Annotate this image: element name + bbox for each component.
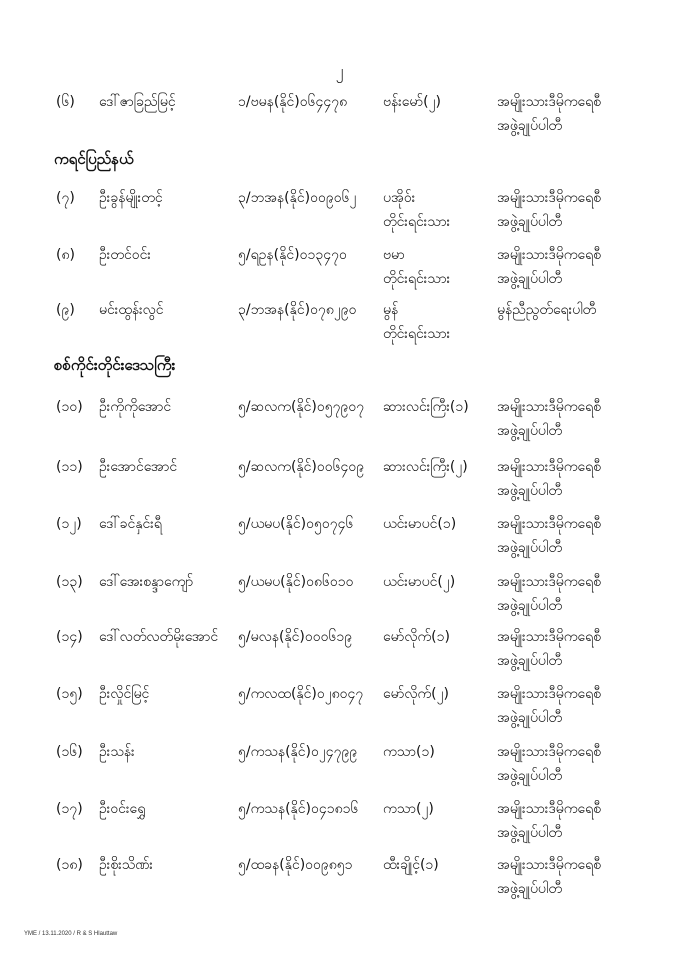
party xyxy=(497,395,601,443)
cell-line: အဖွဲ့ချုပ်ပါတီ xyxy=(497,540,562,556)
page-footer: YME / 13.11.2020 / R & S Hlauttaw xyxy=(24,931,118,937)
candidate-name: ဦးသန်း xyxy=(99,744,135,760)
candidate-id: ၅/ဆလက(နိုင်)၀၅၇၉၀၇ xyxy=(238,399,365,415)
row-number: (၉) xyxy=(56,302,75,318)
table-row xyxy=(0,512,679,556)
row-number: (၁၁) xyxy=(56,459,83,475)
cell-line: အမျိုးသားဒီမိုကရေစီ xyxy=(497,857,601,873)
cell-line: ဗမာ xyxy=(383,247,405,263)
cell-line: အမျိုးသားဒီမိုကရေစီ xyxy=(497,399,601,415)
candidate-id: ၅/မလန(နိုင်)၀၀၀၆၁၉ xyxy=(238,629,353,645)
cell-line: တိုင်းရင်းသား xyxy=(383,214,451,230)
table-row xyxy=(0,298,679,342)
row-number: (၆) xyxy=(56,94,75,110)
constituency xyxy=(383,570,455,594)
cell-line: ယင်းမာပင်(၁) xyxy=(383,516,457,532)
candidate-id: ၅/ယမပ(နိုင်)၀၅၀၇၄၆ xyxy=(238,516,354,532)
table-row xyxy=(0,186,679,230)
table-row xyxy=(0,395,679,439)
cell-line: အဖွဲ့ချုပ်ပါတီ xyxy=(497,118,562,134)
candidate-id: ၅/ရဥန(နိုင်)၀၁၃၄၇၀ xyxy=(238,247,347,263)
table-row xyxy=(0,243,679,287)
section-heading: ကရင်ပြည်နယ် xyxy=(54,150,134,168)
table-row xyxy=(0,90,679,134)
candidate-name: ဒေါ်ဇာခြည်မြင့် xyxy=(99,94,176,110)
candidate-id: ၃/ဘအန(နိုင်)၀၇၈၂၉၀ xyxy=(238,302,357,318)
cell-line: မော်လိုက်(၁) xyxy=(383,629,450,645)
constituency xyxy=(383,243,450,291)
table-row xyxy=(0,455,679,499)
candidate-name: ဦးခွန်မျိုးတင့် xyxy=(99,190,163,206)
row-number: (၁၈) xyxy=(56,857,83,873)
constituency xyxy=(383,298,450,346)
cell-line: တိုင်းရင်းသား xyxy=(383,326,451,342)
cell-line: အဖွဲ့ချုပ်ပါတီ xyxy=(497,598,562,614)
cell-line: အမျိုးသားဒီမိုကရေစီ xyxy=(497,247,601,263)
candidate-name: ဦးစိုးသိဏ်း xyxy=(99,857,153,873)
constituency xyxy=(383,186,450,234)
constituency xyxy=(383,853,439,877)
candidate-id: ၅/ထခန(နိုင်)၀၀၉၈၅၁ xyxy=(238,857,353,873)
cell-line: အဖွဲ့ချုပ်ပါတီ xyxy=(497,483,562,499)
party xyxy=(497,455,601,503)
cell-line: ထီးချိုင့်(၁) xyxy=(383,857,439,873)
section-heading: စစ်ကိုင်းတိုင်းဒေသကြီး xyxy=(54,356,176,374)
row-number: (၁၅) xyxy=(56,686,83,702)
party xyxy=(497,512,601,560)
party xyxy=(497,570,601,618)
cell-line: အမျိုးသားဒီမိုကရေစီ xyxy=(497,459,601,475)
candidate-name: ဒေါ်လတ်လတ်မိုးအောင် xyxy=(99,629,219,645)
cell-line: တိုင်းရင်းသား xyxy=(383,271,451,287)
cell-line: အမျိုးသားဒီမိုကရေစီ xyxy=(497,94,601,110)
candidate-name: ဦးဝင်းရွှေ xyxy=(99,801,146,817)
cell-line: မော်လိုက်(၂) xyxy=(383,686,449,702)
candidate-name: ဦးကိုကိုအောင် xyxy=(99,399,172,415)
party xyxy=(497,853,601,901)
party xyxy=(497,625,601,673)
constituency xyxy=(383,682,449,706)
table-row xyxy=(0,740,679,784)
cell-line: ဗန်းမော်(၂) xyxy=(383,94,441,110)
row-number: (၁၆) xyxy=(56,744,83,760)
table-row xyxy=(0,682,679,726)
cell-line: ဆားလင်းကြီး(၁) xyxy=(383,399,469,415)
cell-line: အဖွဲ့ချုပ်ပါတီ xyxy=(497,710,562,726)
party xyxy=(497,243,601,291)
row-number: (၁၀) xyxy=(56,399,83,415)
party xyxy=(497,797,601,845)
candidate-id: ၅/ကလထ(နိုင်)၀၂၈၀၄၇ xyxy=(238,686,364,702)
constituency xyxy=(383,512,456,536)
table-row xyxy=(0,625,679,669)
candidate-id: ၁/ဗမန(နိုင်)၀၆၄၄၇၈ xyxy=(238,94,348,110)
party xyxy=(497,186,601,234)
row-number: (၁၃) xyxy=(56,574,83,590)
row-number: (၈) xyxy=(56,247,75,263)
row-number: (၁၄) xyxy=(56,629,83,645)
cell-line: အမျိုးသားဒီမိုကရေစီ xyxy=(497,686,601,702)
candidate-id: ၅/ကသန(နိုင်)၀၄၁၈၁၆ xyxy=(238,801,359,817)
cell-line: ကသာ(၁) xyxy=(383,744,435,760)
candidate-id: ၅/ကသန(နိုင်)၀၂၄၇၉၉ xyxy=(238,744,358,760)
candidate-name: ဒေါ်အေးစန္ဒာကျော် xyxy=(99,574,194,590)
cell-line: အမျိုးသားဒီမိုကရေစီ xyxy=(497,574,601,590)
candidate-id: ၃/ဘအန(နိုင်)၀၀၉၀၆၂ xyxy=(238,190,357,206)
cell-line: ယင်းမာပင်(၂) xyxy=(383,574,456,590)
candidate-name: မင်းထွန်းလွင် xyxy=(99,302,164,318)
table-row xyxy=(0,797,679,841)
constituency xyxy=(383,90,441,114)
cell-line: ကသာ(၂) xyxy=(383,801,434,817)
cell-line: အမျိုးသားဒီမိုကရေစီ xyxy=(497,190,601,206)
cell-line: အဖွဲ့ချုပ်ပါတီ xyxy=(497,271,562,287)
row-number: (၇) xyxy=(56,190,75,206)
candidate-id: ၅/ဆလက(နိုင်)၀၀၆၄၀၉ xyxy=(238,459,365,475)
cell-line: မွန်ညီညွတ်ရေးပါတီ xyxy=(497,302,597,318)
cell-line: အဖွဲ့ချုပ်ပါတီ xyxy=(497,768,562,784)
party xyxy=(497,298,596,322)
constituency xyxy=(383,740,435,764)
cell-line: အဖွဲ့ချုပ်ပါတီ xyxy=(497,214,562,230)
row-number: (၁၂) xyxy=(56,516,82,532)
party xyxy=(497,90,601,138)
cell-line: အဖွဲ့ချုပ်ပါတီ xyxy=(497,423,562,439)
constituency xyxy=(383,625,450,649)
cell-line: အဖွဲ့ချုပ်ပါတီ xyxy=(497,825,562,841)
cell-line: ဆားလင်းကြီး(၂) xyxy=(383,459,468,475)
constituency xyxy=(383,797,434,821)
cell-line: မွန် xyxy=(383,302,399,318)
cell-line: အမျိုးသားဒီမိုကရေစီ xyxy=(497,629,601,645)
constituency xyxy=(383,395,469,419)
candidate-name: ဦးတင်ဝင်း xyxy=(99,247,151,263)
candidate-id: ၅/ယမပ(နိုင်)၀၈၆၀၁၀ xyxy=(238,574,354,590)
party xyxy=(497,740,601,788)
table-row xyxy=(0,570,679,614)
cell-line: အမျိုးသားဒီမိုကရေစီ xyxy=(497,516,601,532)
table-row xyxy=(0,853,679,897)
candidate-name: ဦးလှိုင်မြင့် xyxy=(99,686,150,702)
candidate-name: ဦးအောင်အောင် xyxy=(99,459,178,475)
cell-line: အဖွဲ့ချုပ်ပါတီ xyxy=(497,881,562,897)
candidate-name: ဒေါ်ခင်နှင်းရီ xyxy=(99,516,162,532)
cell-line: အမျိုးသားဒီမိုကရေစီ xyxy=(497,744,601,760)
page-number: ၂ xyxy=(335,61,344,80)
cell-line: အမျိုးသားဒီမိုကရေစီ xyxy=(497,801,601,817)
cell-line: ပအိုဝ်း xyxy=(383,190,416,206)
row-number: (၁၇) xyxy=(56,801,83,817)
cell-line: အဖွဲ့ချုပ်ပါတီ xyxy=(497,653,562,669)
party xyxy=(497,682,601,730)
constituency xyxy=(383,455,468,479)
